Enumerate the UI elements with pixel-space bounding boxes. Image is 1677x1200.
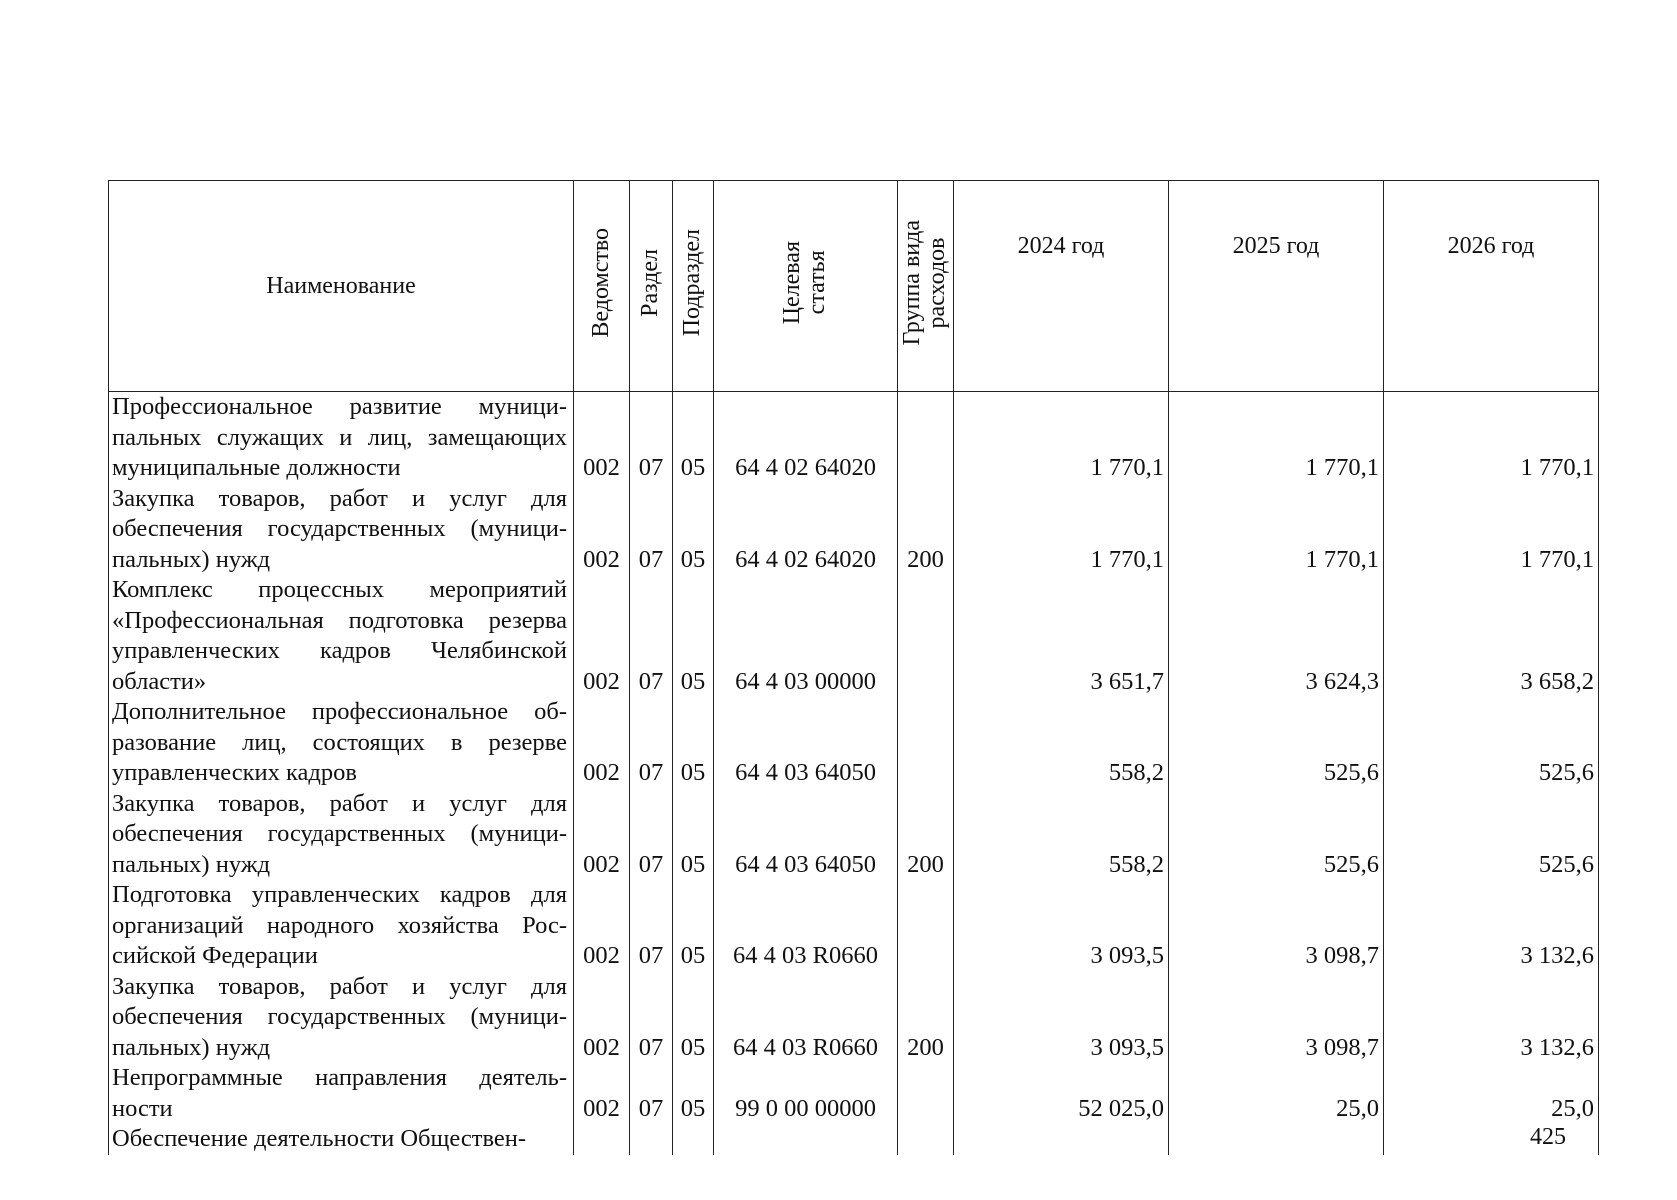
section-cell: 07 bbox=[630, 697, 673, 789]
table-row bbox=[109, 575, 1599, 697]
table-row bbox=[109, 484, 1599, 576]
header-name: Наименование bbox=[109, 181, 574, 392]
section-cell: 07 bbox=[630, 392, 673, 484]
header-department: Ведомство bbox=[574, 181, 630, 392]
expense-group-cell: 200 bbox=[898, 972, 954, 1064]
name-cell: Дополнительное профессиональное об-разование лиц, состоящих в резерве управленческих кадров bbox=[109, 697, 574, 789]
section-cell: 07 bbox=[630, 972, 673, 1064]
name-cell: Подготовка управленческих кадров для организаций народного хозяйства Рос-сийской Федерации bbox=[109, 880, 574, 972]
target-article-cell: 64 4 03 R0660 bbox=[714, 972, 898, 1064]
header-expense-group: Группа вида расходов bbox=[898, 181, 954, 392]
section-cell: 07 bbox=[630, 789, 673, 881]
target-article-cell bbox=[714, 1124, 898, 1155]
header-year-2026: 2026 год bbox=[1384, 181, 1599, 392]
amount-2024-cell: 1 770,1 bbox=[954, 392, 1169, 484]
table-row bbox=[109, 1063, 1599, 1124]
expense-group-cell bbox=[898, 1124, 954, 1155]
amount-2024-cell: 52 025,0 bbox=[954, 1063, 1169, 1124]
target-article-cell: 99 0 00 00000 bbox=[714, 1063, 898, 1124]
amount-2024-cell: 558,2 bbox=[954, 789, 1169, 881]
name-cell: Непрограммные направления деятель-ности bbox=[109, 1063, 574, 1124]
subsection-cell: 05 bbox=[673, 697, 714, 789]
subsection-cell: 05 bbox=[673, 880, 714, 972]
subsection-cell: 05 bbox=[673, 1063, 714, 1124]
table-row bbox=[109, 972, 1599, 1064]
expense-group-cell bbox=[898, 880, 954, 972]
header-subsection: Подраздел bbox=[673, 181, 714, 392]
amount-2024-cell: 3 093,5 bbox=[954, 972, 1169, 1064]
section-cell bbox=[630, 1124, 673, 1155]
department-cell: 002 bbox=[574, 880, 630, 972]
department-cell: 002 bbox=[574, 392, 630, 484]
target-article-cell: 64 4 03 64050 bbox=[714, 697, 898, 789]
amount-2026-cell: 525,6 bbox=[1384, 697, 1599, 789]
subsection-cell: 05 bbox=[673, 575, 714, 697]
department-cell: 002 bbox=[574, 972, 630, 1064]
subsection-cell: 05 bbox=[673, 484, 714, 576]
target-article-cell: 64 4 03 64050 bbox=[714, 789, 898, 881]
amount-2025-cell bbox=[1169, 1124, 1384, 1155]
amount-2024-cell: 558,2 bbox=[954, 697, 1169, 789]
expense-group-cell: 200 bbox=[898, 789, 954, 881]
department-cell: 002 bbox=[574, 484, 630, 576]
expense-group-cell bbox=[898, 1063, 954, 1124]
header-section: Раздел bbox=[630, 181, 673, 392]
target-article-cell: 64 4 03 R0660 bbox=[714, 880, 898, 972]
amount-2025-cell: 3 624,3 bbox=[1169, 575, 1384, 697]
department-cell: 002 bbox=[574, 789, 630, 881]
expense-group-cell bbox=[898, 392, 954, 484]
amount-2024-cell bbox=[954, 1124, 1169, 1155]
header-year-2024: 2024 год bbox=[954, 181, 1169, 392]
table-row bbox=[109, 392, 1599, 484]
target-article-cell: 64 4 03 00000 bbox=[714, 575, 898, 697]
amount-2025-cell: 1 770,1 bbox=[1169, 392, 1384, 484]
amount-2024-cell: 1 770,1 bbox=[954, 484, 1169, 576]
section-cell: 07 bbox=[630, 880, 673, 972]
amount-2026-cell: 3 132,6 bbox=[1384, 972, 1599, 1064]
header-year-2025: 2025 год bbox=[1169, 181, 1384, 392]
table-row bbox=[109, 1124, 1599, 1155]
amount-2024-cell: 3 093,5 bbox=[954, 880, 1169, 972]
name-cell: Комплекс процессных мероприятий «Профессиональная подготовка резерва управленческих кадров Челябинской области» bbox=[109, 575, 574, 697]
amount-2024-cell: 3 651,7 bbox=[954, 575, 1169, 697]
amount-2026-cell: 1 770,1 bbox=[1384, 392, 1599, 484]
table-body bbox=[109, 392, 1599, 1155]
amount-2026-cell: 1 770,1 bbox=[1384, 484, 1599, 576]
amount-2025-cell: 3 098,7 bbox=[1169, 880, 1384, 972]
section-cell: 07 bbox=[630, 484, 673, 576]
amount-2025-cell: 525,6 bbox=[1169, 697, 1384, 789]
amount-2026-cell: 25,0 bbox=[1384, 1063, 1599, 1124]
department-cell bbox=[574, 1124, 630, 1155]
table-row bbox=[109, 789, 1599, 881]
amount-2026-cell: 525,6 bbox=[1384, 789, 1599, 881]
department-cell: 002 bbox=[574, 697, 630, 789]
section-cell: 07 bbox=[630, 1063, 673, 1124]
header-target-article: Целевая статья bbox=[714, 181, 898, 392]
amount-2025-cell: 525,6 bbox=[1169, 789, 1384, 881]
table-row bbox=[109, 697, 1599, 789]
amount-2026-cell: 3 132,6 bbox=[1384, 880, 1599, 972]
target-article-cell: 64 4 02 64020 bbox=[714, 392, 898, 484]
subsection-cell: 05 bbox=[673, 392, 714, 484]
department-cell: 002 bbox=[574, 575, 630, 697]
subsection-cell: 05 bbox=[673, 972, 714, 1064]
amount-2026-cell bbox=[1384, 1124, 1599, 1155]
table-row bbox=[109, 880, 1599, 972]
subsection-cell bbox=[673, 1124, 714, 1155]
expense-group-cell bbox=[898, 575, 954, 697]
department-cell: 002 bbox=[574, 1063, 630, 1124]
amount-2025-cell: 1 770,1 bbox=[1169, 484, 1384, 576]
name-cell: Закупка товаров, работ и услуг для обеспечения государственных (муници-пальных) нужд bbox=[109, 484, 574, 576]
budget-table bbox=[108, 180, 1599, 1155]
expense-group-cell: 200 bbox=[898, 484, 954, 576]
amount-2025-cell: 25,0 bbox=[1169, 1063, 1384, 1124]
table-header bbox=[109, 181, 1599, 392]
name-cell: Профессиональное развитие муници-пальных служащих и лиц, замещающих муниципальные должности bbox=[109, 392, 574, 484]
amount-2026-cell: 3 658,2 bbox=[1384, 575, 1599, 697]
page-number: 425 bbox=[1530, 1124, 1566, 1150]
name-cell: Обеспечение деятельности Обществен- bbox=[109, 1124, 574, 1155]
name-cell: Закупка товаров, работ и услуг для обеспечения государственных (муници-пальных) нужд bbox=[109, 789, 574, 881]
subsection-cell: 05 bbox=[673, 789, 714, 881]
section-cell: 07 bbox=[630, 575, 673, 697]
target-article-cell: 64 4 02 64020 bbox=[714, 484, 898, 576]
name-cell: Закупка товаров, работ и услуг для обеспечения государственных (муници-пальных) нужд bbox=[109, 972, 574, 1064]
expense-group-cell bbox=[898, 697, 954, 789]
amount-2025-cell: 3 098,7 bbox=[1169, 972, 1384, 1064]
